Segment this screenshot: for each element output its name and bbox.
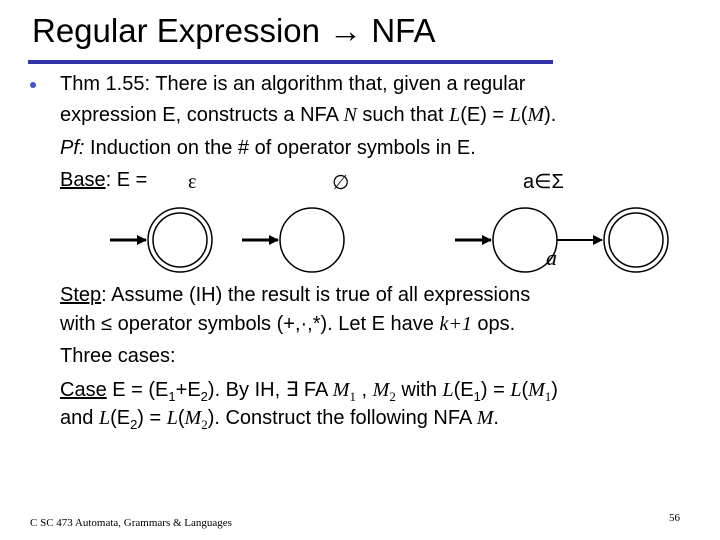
page-number: 56: [669, 512, 680, 524]
thm-line-1: Thm 1.55: There is an algorithm that, given a regular: [60, 73, 526, 95]
transition-label: a: [546, 245, 557, 270]
accept-state-inner: [153, 213, 207, 267]
accept-state-outer: [604, 208, 668, 272]
thm-line-2: expression E, constructs a NFA N such that L(E) = L(M).: [60, 104, 557, 126]
case-line-2: and $L(E_2) = L(M_2)$. Construct the following NFA M.: [60, 407, 499, 432]
accept-state-outer: [148, 208, 212, 272]
step-line-2: with ≤ operator symbols (+,·,*). Let E have k+1 ops.: [60, 313, 516, 335]
proof-line: Pf: Induction on the # of operator symbols in E.: [60, 137, 476, 159]
empty-set-nfa: [242, 208, 344, 272]
reject-state: [280, 208, 344, 272]
step-line-3: Three cases:: [60, 345, 176, 367]
accept-state-inner: [609, 213, 663, 267]
slide-title: Regular Expression → NFA: [32, 12, 436, 49]
epsilon-symbol: ε: [188, 171, 197, 193]
epsilon-nfa: [110, 208, 212, 272]
footer-course-title: C SC 473 Automata, Grammars & Languages: [30, 517, 232, 529]
case-line-1: Case $E = (E_1+E_2)$. By IH, ∃ FA $M_1$ , $M_2$ with $L(E_1) = L(M_1)$: [60, 379, 558, 404]
step-line-1: Step: Assume (IH) the result is true of all expressions: [60, 284, 531, 306]
empty-set-symbol: ∅: [332, 172, 350, 194]
a-in-sigma: a∈Σ: [523, 171, 564, 193]
symbol-nfa: [455, 208, 668, 272]
base-line: Base: E =: [60, 169, 148, 191]
